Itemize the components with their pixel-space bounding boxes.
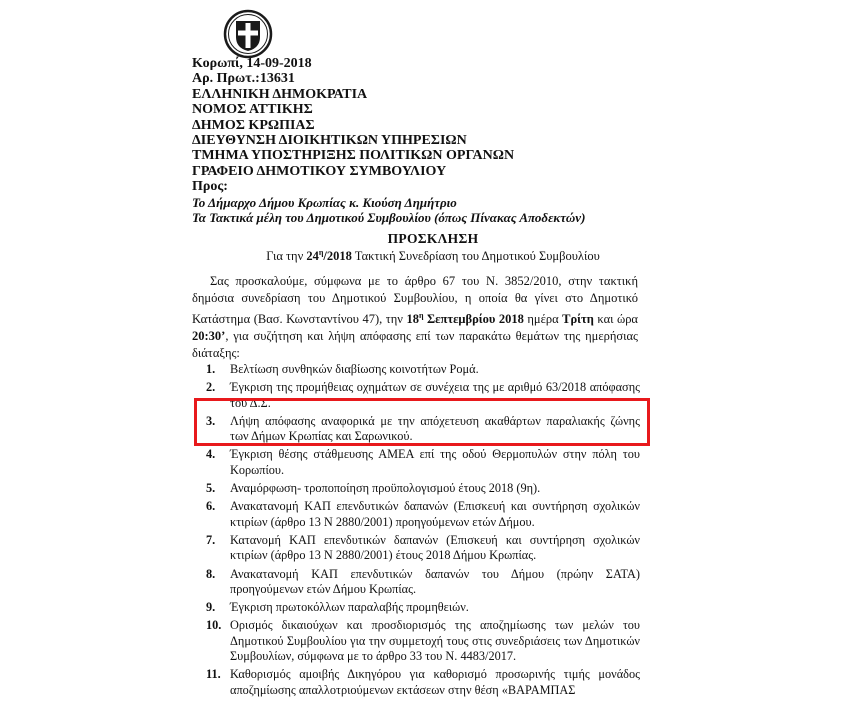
agenda-item-text: Ορισμός δικαιούχων και προσδιορισμός της αποζημίωσης των μελών του Δημοτικού Συμβουλίου για την συμμετοχή τους στις συνεδριάσεις των Δημοτικών Συμβουλίων, σύμφωνα με το άρθρο 33 του Ν. 4483/2017. [230, 618, 640, 664]
intro-text: ημέρα [523, 312, 563, 327]
agenda-item-text: Έγκριση πρωτοκόλλων παραλαβής προμηθειών. [230, 600, 469, 615]
header-line: ΤΜΗΜΑ ΥΠΟΣΤΗΡΙΞΗΣ ΠΟΛΙΤΙΚΩΝ ΟΡΓΑΝΩΝ [192, 148, 515, 164]
recipient-line: Τα Τακτικά μέλη του Δημοτικού Συμβουλίου (όπως Πίνακας Αποδεκτών) [192, 210, 586, 226]
to-label: Προς: [192, 179, 228, 195]
agenda-item-text: Κατανομή ΚΑΠ επενδυτικών δαπανών (Επισκευή και συντήρηση σχολικών κτιρίων (άρθρο 13 Ν 2880/2001) έτους 2018 Δήμου Κρωπίας. [230, 532, 640, 563]
intro-paragraph [192, 273, 638, 362]
agenda-item-number: 3. [206, 413, 216, 428]
document-title: ΠΡΟΣΚΛΗΣΗ [387, 231, 479, 246]
agenda-item [206, 567, 640, 598]
agenda-item [206, 362, 640, 377]
session-number: 24 [306, 249, 319, 264]
header-line: ΔΗΜΟΣ ΚΡΩΠΙΑΣ [192, 117, 315, 133]
agenda-item [206, 618, 640, 664]
agenda-item [206, 667, 640, 698]
agenda-item-text: Έγκριση θέσης στάθμευσης ΑΜΕΑ επί της οδού Θερμοπυλών στην πόλη του Κορωπίου. [230, 447, 640, 477]
agenda-item-number: 7. [206, 532, 216, 547]
session-ordinal: η [318, 248, 324, 257]
greek-state-emblem-icon [222, 8, 274, 60]
recipient-line: Το Δήμαρχο Δήμου Κρωπίας κ. Κιούση Δημήτριο [192, 194, 457, 210]
meeting-day-ordinal: η [418, 311, 424, 320]
subtitle-text: Τακτική Συνεδρίαση του Δημοτικού Συμβουλίου [351, 249, 600, 264]
header-line: ΝΟΜΟΣ ΑΤΤΙΚΗΣ [192, 102, 313, 118]
agenda-item-number: 6. [206, 499, 216, 514]
agenda-item-text: Αναμόρφωση- τροποποίηση προϋπολογισμού έτους 2018 (9η). [230, 481, 541, 496]
agenda-item [206, 533, 640, 564]
meeting-weekday: Τρίτη [562, 312, 594, 327]
agenda-item-text: Λήψη απόφασης αναφορικά με την απόχετευση ακαθάρτων παραλιακής ζώνης των Δήμων Κρωπίας και Σαρωνικού. [230, 413, 640, 444]
session-year: /2018 [323, 249, 352, 264]
agenda-item-number: 2. [206, 380, 216, 395]
agenda-item-text: Ανακατανομή ΚΑΠ επενδυτικών δαπανών του Δήμου (πρώην ΣΑΤΑ) προηγούμενων ετών Δήμου Κρωπίας. [230, 566, 640, 596]
meeting-time: 20:30’ [192, 329, 226, 344]
agenda-item-number: 11. [206, 667, 221, 682]
agenda-item [206, 600, 640, 615]
place-date: Κορωπί, 14-09-2018 [192, 56, 312, 71]
header-line: ΕΛΛΗΝΙΚΗ ΔΗΜΟΚΡΑΤΙΑ [192, 86, 368, 102]
agenda-item [206, 499, 640, 530]
agenda-item [206, 481, 640, 496]
protocol-number: Αρ. Πρωτ.:13631 [192, 71, 295, 87]
agenda-item-number: 5. [206, 481, 216, 496]
intro-text: Σας προσκαλούμε, σύμφωνα με το άρθρο 67 του Ν. 3852/2010, στην τακτική δημόσια συνεδρίαση του Δημοτικού Συμβουλίου, η οποία θα γίνει στο Δημοτικό Κατάστημα (Βασ. Κωνσταντίνου 47), την [192, 274, 638, 327]
intro-text: και ώρα [593, 312, 638, 327]
agenda-item-text: Καθορισμός αμοιβής Δικηγόρου για καθορισμό προσωρινής τιμής μονάδος αποζημίωσης απαλλοτριούμενων εκτάσεων στην θέση «ΒΑΡΑΜΠΑΣ [230, 667, 640, 697]
agenda-item-text: Έγκριση της προμήθειας οχημάτων σε συνέχεια της με αριθμό 63/2018 απόφασης του Δ.Σ. [230, 380, 640, 410]
agenda-item-number: 9. [206, 600, 216, 615]
intro-text: , για συζήτηση και λήψη απόφασης επί των παρακάτω θεμάτων της ημερήσιας διάταξης: [192, 329, 638, 361]
document-header [192, 56, 812, 225]
agenda-item-number: 8. [206, 566, 216, 581]
agenda-item [206, 447, 640, 478]
highlight-box [194, 398, 650, 446]
document-subtitle [192, 248, 674, 264]
meeting-month-year: Σεπτεμβρίου 2018 [423, 312, 524, 327]
agenda-item-text: Ανακατανομή ΚΑΠ επενδυτικών δαπανών (Επισκευή και συντήρηση σχολικών κτιρίων (άρθρο 13 Ν 2880/2001) προηγούμενων ετών Δήμου. [230, 499, 640, 529]
agenda-item-number: 10. [206, 618, 222, 633]
agenda-item-number: 4. [206, 447, 216, 462]
subtitle-text: Για την [266, 249, 307, 264]
header-line: ΓΡΑΦΕΙΟ ΔΗΜΟΤΙΚΟΥ ΣΥΜΒΟΥΛΙΟΥ [192, 163, 447, 179]
meeting-day: 18 [406, 312, 419, 327]
agenda-item-number: 1. [206, 362, 216, 376]
agenda-item-text: Βελτίωση συνθηκών διαβίωσης κοινοτήτων Ρομά. [230, 362, 479, 376]
header-line: ΔΙΕΥΘΥΝΣΗ ΔΙΟΙΚΗΤΙΚΩΝ ΥΠΗΡΕΣΙΩΝ [192, 133, 467, 149]
